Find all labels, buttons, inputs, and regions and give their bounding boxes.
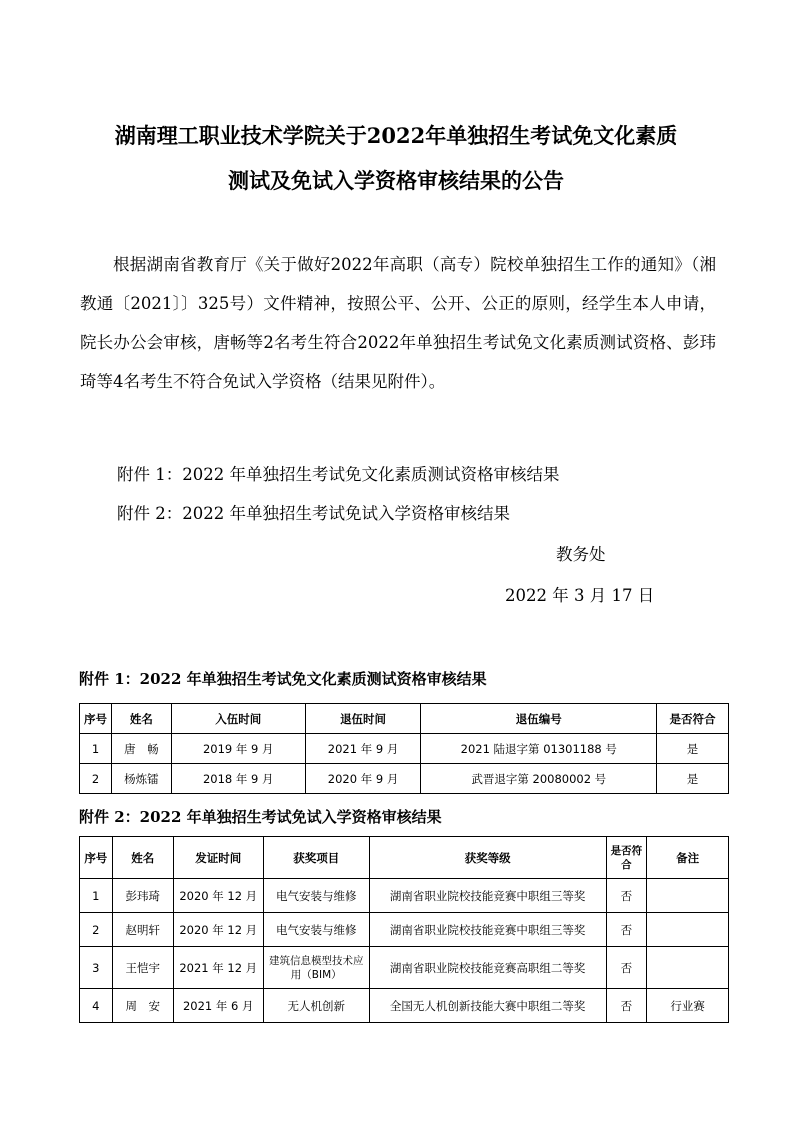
table-cell: 无人机创新 xyxy=(263,989,369,1023)
header-cell: 获奖项目 xyxy=(263,837,369,879)
header-cell: 获奖等级 xyxy=(369,837,606,879)
header-cell: 序号 xyxy=(80,704,112,734)
table-cell: 周 安 xyxy=(112,989,173,1023)
table-cell xyxy=(647,879,729,913)
table-cell: 2021 年 9 月 xyxy=(305,734,421,764)
header-cell: 退伍时间 xyxy=(305,704,421,734)
header-cell: 入伍时间 xyxy=(171,704,305,734)
table-header-row xyxy=(80,704,729,734)
table-cell: 湖南省职业院校技能竞赛中职组三等奖 xyxy=(369,879,606,913)
header-cell: 发证时间 xyxy=(173,837,263,879)
header-cell: 是否符合 xyxy=(657,704,729,734)
table-cell: 湖南省职业院校技能竞赛中职组三等奖 xyxy=(369,913,606,947)
table-cell: 2018 年 9 月 xyxy=(171,764,305,794)
table-cell: 彭玮琦 xyxy=(112,879,173,913)
header-cell: 序号 xyxy=(80,837,113,879)
table-cell xyxy=(647,913,729,947)
table-row xyxy=(80,734,729,764)
table-cell: 2020 年 9 月 xyxy=(305,764,421,794)
table-cell: 唐 畅 xyxy=(111,734,171,764)
table-cell: 王恺宇 xyxy=(112,947,173,989)
table-row xyxy=(80,879,729,913)
table-cell: 武晋退字第 20080002 号 xyxy=(421,764,657,794)
attachment-2-reference: 附件 2：2022 年单独招生考试免试入学资格审核结果 xyxy=(117,504,510,523)
attachment-1-reference: 附件 1：2022 年单独招生考试免文化素质测试资格审核结果 xyxy=(117,465,560,484)
table-cell: 2020 年 12 月 xyxy=(173,879,263,913)
table-1-heading: 附件 1：2022 年单独招生考试免文化素质测试资格审核结果 xyxy=(79,670,487,688)
document-title-line-1: 湖南理工职业技术学院关于2022年单独招生考试免文化素质 xyxy=(114,123,678,148)
table-cell: 1 xyxy=(80,734,112,764)
table-cell: 否 xyxy=(606,947,647,989)
table-cell: 建筑信息模型技术应用（BIM） xyxy=(263,947,369,989)
table-cell: 湖南省职业院校技能竞赛高职组二等奖 xyxy=(369,947,606,989)
table-cell: 2019 年 9 月 xyxy=(171,734,305,764)
table-qualification-results xyxy=(79,703,729,794)
table-cell: 行业赛 xyxy=(647,989,729,1023)
document-date: 2022 年 3 月 17 日 xyxy=(505,586,655,605)
table-cell: 2021 陆退字第 01301188 号 xyxy=(421,734,657,764)
table-cell: 赵明轩 xyxy=(112,913,173,947)
table-cell: 是 xyxy=(657,764,729,794)
table-cell: 电气安装与维修 xyxy=(263,879,369,913)
table-cell: 杨炼镭 xyxy=(111,764,171,794)
table-cell: 1 xyxy=(80,879,113,913)
document-title-line-2: 测试及免试入学资格审核结果的公告 xyxy=(228,168,564,193)
header-cell: 备注 xyxy=(647,837,729,879)
table-cell: 2021 年 12 月 xyxy=(173,947,263,989)
body-paragraph: 根据湖南省教育厅《关于做好2022年高职（高专）院校单独招生工作的通知》（湘教通〔2021〕〕325号）文件精神，按照公平、公开、公正的原则，经学生本人申请，院长办公会审核，唐畅等2名考生符合2022年单独招生考试免文化素质测试资格、彭玮琦等4名考生不符合免试入学资格（结果见附件）。 xyxy=(80,255,716,391)
header-cell: 姓名 xyxy=(111,704,171,734)
table-row xyxy=(80,913,729,947)
table-cell: 全国无人机创新技能大赛中职组二等奖 xyxy=(369,989,606,1023)
table-row xyxy=(80,947,729,989)
table-cell: 是 xyxy=(657,734,729,764)
table-cell: 2020 年 12 月 xyxy=(173,913,263,947)
table-2-heading: 附件 2：2022 年单独招生考试免试入学资格审核结果 xyxy=(79,808,442,826)
table-cell: 否 xyxy=(606,989,647,1023)
table-cell: 2 xyxy=(80,764,112,794)
table-cell: 2021 年 6 月 xyxy=(173,989,263,1023)
table-row xyxy=(80,764,729,794)
table-cell: 否 xyxy=(606,913,647,947)
table-cell: 4 xyxy=(80,989,113,1023)
table-row xyxy=(80,989,729,1023)
table-cell xyxy=(647,947,729,989)
header-cell: 是否符合 xyxy=(606,837,647,879)
signature-office: 教务处 xyxy=(556,545,606,564)
table-exemption-results xyxy=(79,836,729,1023)
header-cell: 姓名 xyxy=(112,837,173,879)
table-header-row xyxy=(80,837,729,879)
table-cell: 否 xyxy=(606,879,647,913)
header-cell: 退伍编号 xyxy=(421,704,657,734)
table-cell: 2 xyxy=(80,913,113,947)
table-cell: 电气安装与维修 xyxy=(263,913,369,947)
table-cell: 3 xyxy=(80,947,113,989)
